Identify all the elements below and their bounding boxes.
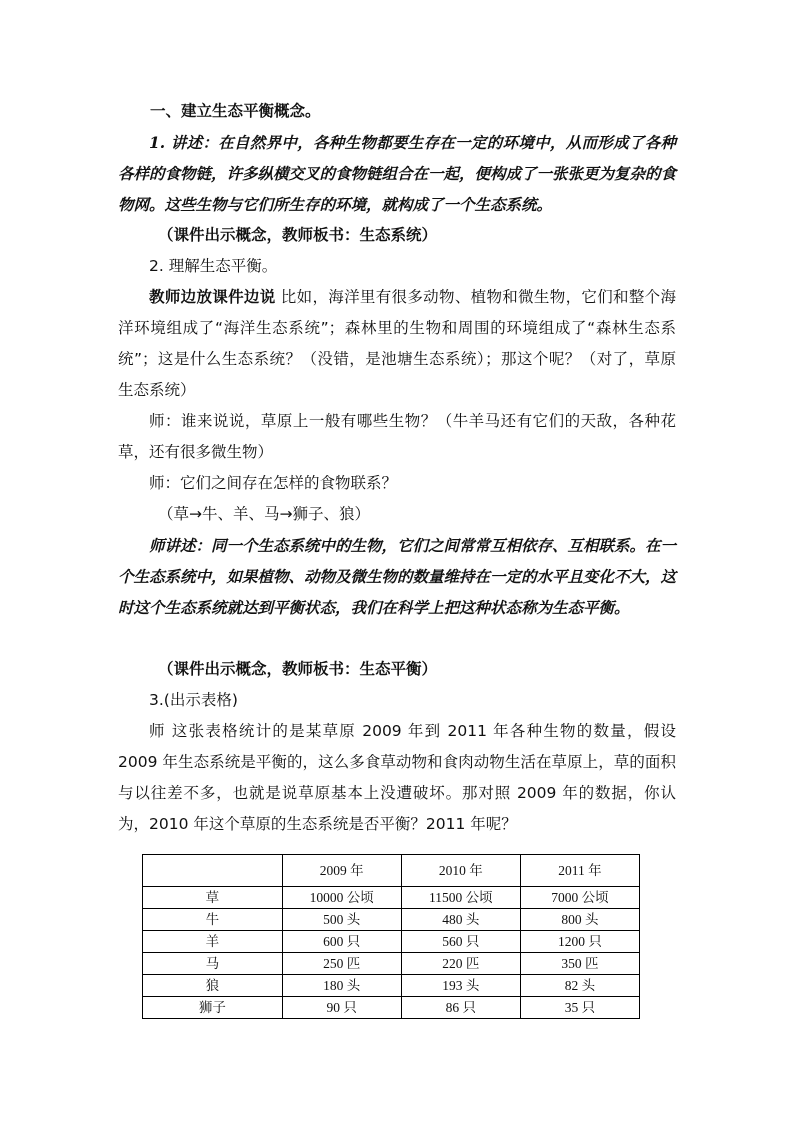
teacher-text: 比如，海洋里有很多动物、植物和微生物，它们和整个海洋环境组成了“海洋生态系统”；森林里的生物和周围的环境组成了“森林生态系统”；这是什么生态系统？（没错，是池塘生态系统）；那这个呢？（对了，草原生态系统） — [118, 288, 676, 399]
table-cell: 250 匹 — [282, 953, 401, 975]
table-row — [143, 887, 640, 909]
section-heading: 一、建立生态平衡概念。 — [150, 102, 321, 120]
table-cell: 1200 只 — [520, 931, 639, 953]
question-organisms: 师：谁来说说，草原上一般有哪些生物？（牛羊马还有它们的天敌，各种花草，还有很多微生物） — [118, 412, 676, 461]
note-balance: （课件出示概念，教师板书：生态平衡） — [158, 660, 438, 678]
header-cell: 2009 年 — [282, 855, 401, 887]
table-cell: 800 头 — [520, 909, 639, 931]
step2-title: 2. 理解生态平衡。 — [149, 257, 278, 275]
question-food-relation: 师：它们之间存在怎样的食物联系？ — [149, 474, 398, 492]
table-cell: 狮子 — [143, 997, 283, 1019]
table-row — [143, 975, 640, 997]
table-cell: 560 只 — [401, 931, 520, 953]
table-cell: 86 只 — [401, 997, 520, 1019]
table-intro-paragraph: 师 这张表格统计的是某草原 2009 年到 2011 年各种生物的数量，假设 2009 年生态系统是平衡的，这么多食草动物和食肉动物生活在草原上，草的面积与以往差不多，也就是说草原基本上没遭破坏。那对照 2009 年的数据，你认为，2010 年这个草原的生态系统是否平衡？2011 年呢？ — [118, 722, 676, 833]
table-cell: 草 — [143, 887, 283, 909]
table-row — [143, 997, 640, 1019]
note-ecosystem: （课件出示概念，教师板书：生态系统） — [158, 226, 438, 244]
header-cell: 2011 年 — [520, 855, 639, 887]
table-cell: 7000 公顷 — [520, 887, 639, 909]
table-row — [143, 909, 640, 931]
table-row — [143, 953, 640, 975]
table-cell: 11500 公顷 — [401, 887, 520, 909]
table-cell: 82 头 — [520, 975, 639, 997]
table-cell: 220 匹 — [401, 953, 520, 975]
table-cell: 35 只 — [520, 997, 639, 1019]
table-cell: 狼 — [143, 975, 283, 997]
header-cell: 2010 年 — [401, 855, 520, 887]
header-cell — [143, 855, 283, 887]
step3-title: 3.(出示表格) — [149, 691, 238, 709]
table-cell: 600 只 — [282, 931, 401, 953]
table-header-row — [143, 855, 640, 887]
table-cell: 193 头 — [401, 975, 520, 997]
explain-paragraph: 师讲述：同一个生态系统中的生物，它们之间常常互相依存、互相联系。在一个生态系统中，如果植物、动物及微生物的数量维持在一定的水平且变化不大，这时这个生态系统就达到平衡状态，我们在科学上把这种状态称为生态平衡。 — [118, 536, 677, 617]
table-cell: 350 匹 — [520, 953, 639, 975]
table-cell: 500 头 — [282, 909, 401, 931]
teacher-label: 教师边放课件边说 — [149, 288, 276, 306]
step1-paragraph: 1. 讲述：在自然界中，各种生物都要生存在一定的环境中，从而形成了各种各样的食物链，许多纵横交叉的食物链组合在一起，便构成了一张张更为复杂的食物网。这些生物与它们所生存的环境，就构成了一个生态系统。 — [118, 133, 677, 214]
table-cell: 480 头 — [401, 909, 520, 931]
table-cell: 羊 — [143, 931, 283, 953]
table-cell: 马 — [143, 953, 283, 975]
table-cell: 10000 公顷 — [282, 887, 401, 909]
table-cell: 牛 — [143, 909, 283, 931]
food-chain: （草→牛、羊、马→狮子、狼） — [158, 505, 370, 523]
organism-count-table — [142, 854, 640, 1019]
table-row — [143, 931, 640, 953]
teacher-paragraph — [118, 282, 676, 406]
table-cell: 180 头 — [282, 975, 401, 997]
table-cell: 90 只 — [282, 997, 401, 1019]
